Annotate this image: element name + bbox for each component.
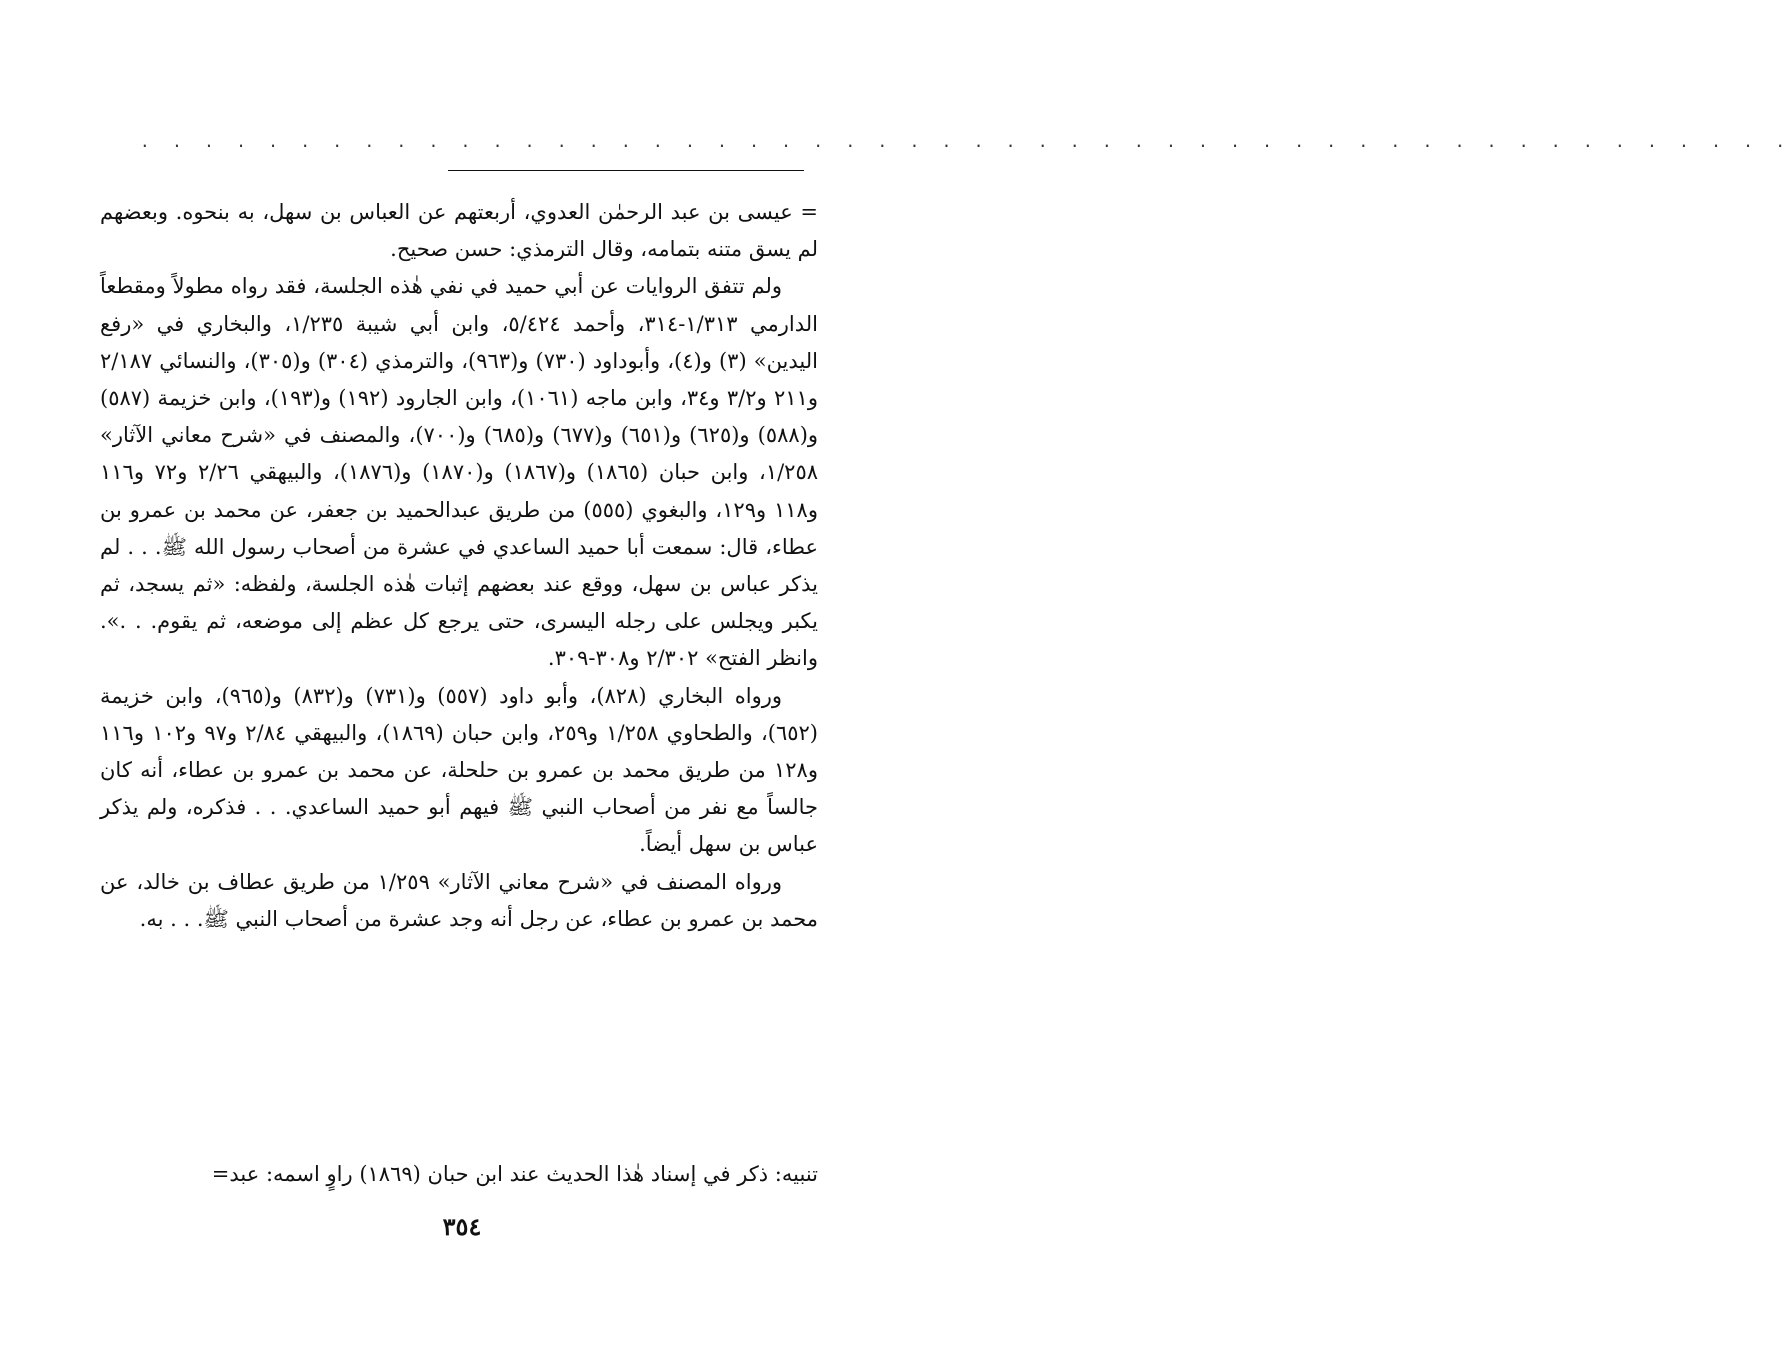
paragraph-narrations: ولم تتفق الروايات عن أبي حميد في نفي هٰذه الجلسة، فقد رواه مطولاً ومقطعاً الدارمي ۱/۳۱۳-۳۱٤، وأحمد ٥/٤٢٤، وابن أبي شيبة ۱/۲۳٥، والبخاري في «رفع اليدين» (٣) و(٤)، وأبوداود (٧٣٠) و(٩٦٣)، والترمذي (٣٠٤) و(٣٠٥)، والنسائي ۲/۱۸۷ و۲۱۱ و۳/۲ و۳٤، وابن ماجه (١٠٦١)، وابن الجارود (١٩٢) و(١٩٣)، وابن خزيمة (٥٨٧) و(٥٨٨) و(٦٢٥) و(٦٥١) و(٦٧٧) و(٦٨٥) و(٧٠٠)، والمصنف في «شرح معاني الآثار» ۱/۲٥٨، وابن حبان (١٨٦٥) و(١٨٦٧) و(١٨٧٠) و(١٨٧٦)، والبيهقي ٢/٢٦ و٧٢ و١١٦ و١١٨ و١٢٩، والبغوي (٥٥٥) من طريق عبدالحميد بن جعفر، عن محمد بن عمرو بن عطاء، قال: سمعت أبا حميد الساعدي في عشرة من أصحاب رسول الله ﷺ. . . لم يذكر عباس بن سهل، ووقع عند بعضهم إثبات هٰذه الجلسة، ولفظه: «ثم يسجد، ثم يكبر ويجلس على رجله اليسرى، حتى يرجع كل عظم إلى موضعه، ثم يقوم. . .». وانظر الفتح» ۲/۳۰۲ و۳۰۸-۳۰۹.: [100, 274, 819, 671]
footnote-body: [100, 192, 818, 938]
paragraph-continuation: = عيسى بن عبد الرحمٰن العدوي، أربعتهم عن العباس بن سهل، به بنحوه. وبعضهم لم يسق متنه بتمامه، وقال الترمذي: حسن صحيح.: [100, 200, 818, 262]
page-number: ٣٥٤: [442, 1212, 482, 1241]
paragraph-bukhari: ورواه البخاري (٨٢٨)، وأبو داود (٥٥٧) و(٧٣١) و(٨٣٢) و(٩٦٥)، وابن خزيمة (٦٥٢)، والطحاوي ۱/۲٥٨ و۲٥٩، وابن حبان (١٨٦٩)، والبيهقي ٢/٨٤ و٩٧ و١٠٢ و١١٦ و١٢٨ من طريق محمد بن عمرو بن حلحلة، عن محمد بن عمرو بن عطاء، أنه كان جالساً مع نفر من أصحاب النبي ﷺ فيهم أبو حميد الساعدي. . . فذكره، ولم يذكر عباس بن سهل أيضاً.: [100, 683, 818, 857]
paragraph-musannif: ورواه المصنف في «شرح معاني الآثار» ۱/۲٥٩ من طريق عطاف بن خالد، عن محمد بن عمرو بن عطاء، عن رجل أنه وجد عشرة من أصحاب النبي ﷺ. . . به.: [100, 869, 818, 931]
tanbih-note: تنبيه: ذكر في إسناد هٰذا الحديث عند ابن حبان (١٨٦٩) راوٍ اسمه: عبد=: [211, 1162, 818, 1186]
footnote-rule: [448, 170, 804, 171]
separator-dots: . . . . . . . . . . . . . . . . . . . . . . . . . . . . . . . . . . . . . . . . . . . . . . . . . . . .: [140, 132, 1791, 151]
